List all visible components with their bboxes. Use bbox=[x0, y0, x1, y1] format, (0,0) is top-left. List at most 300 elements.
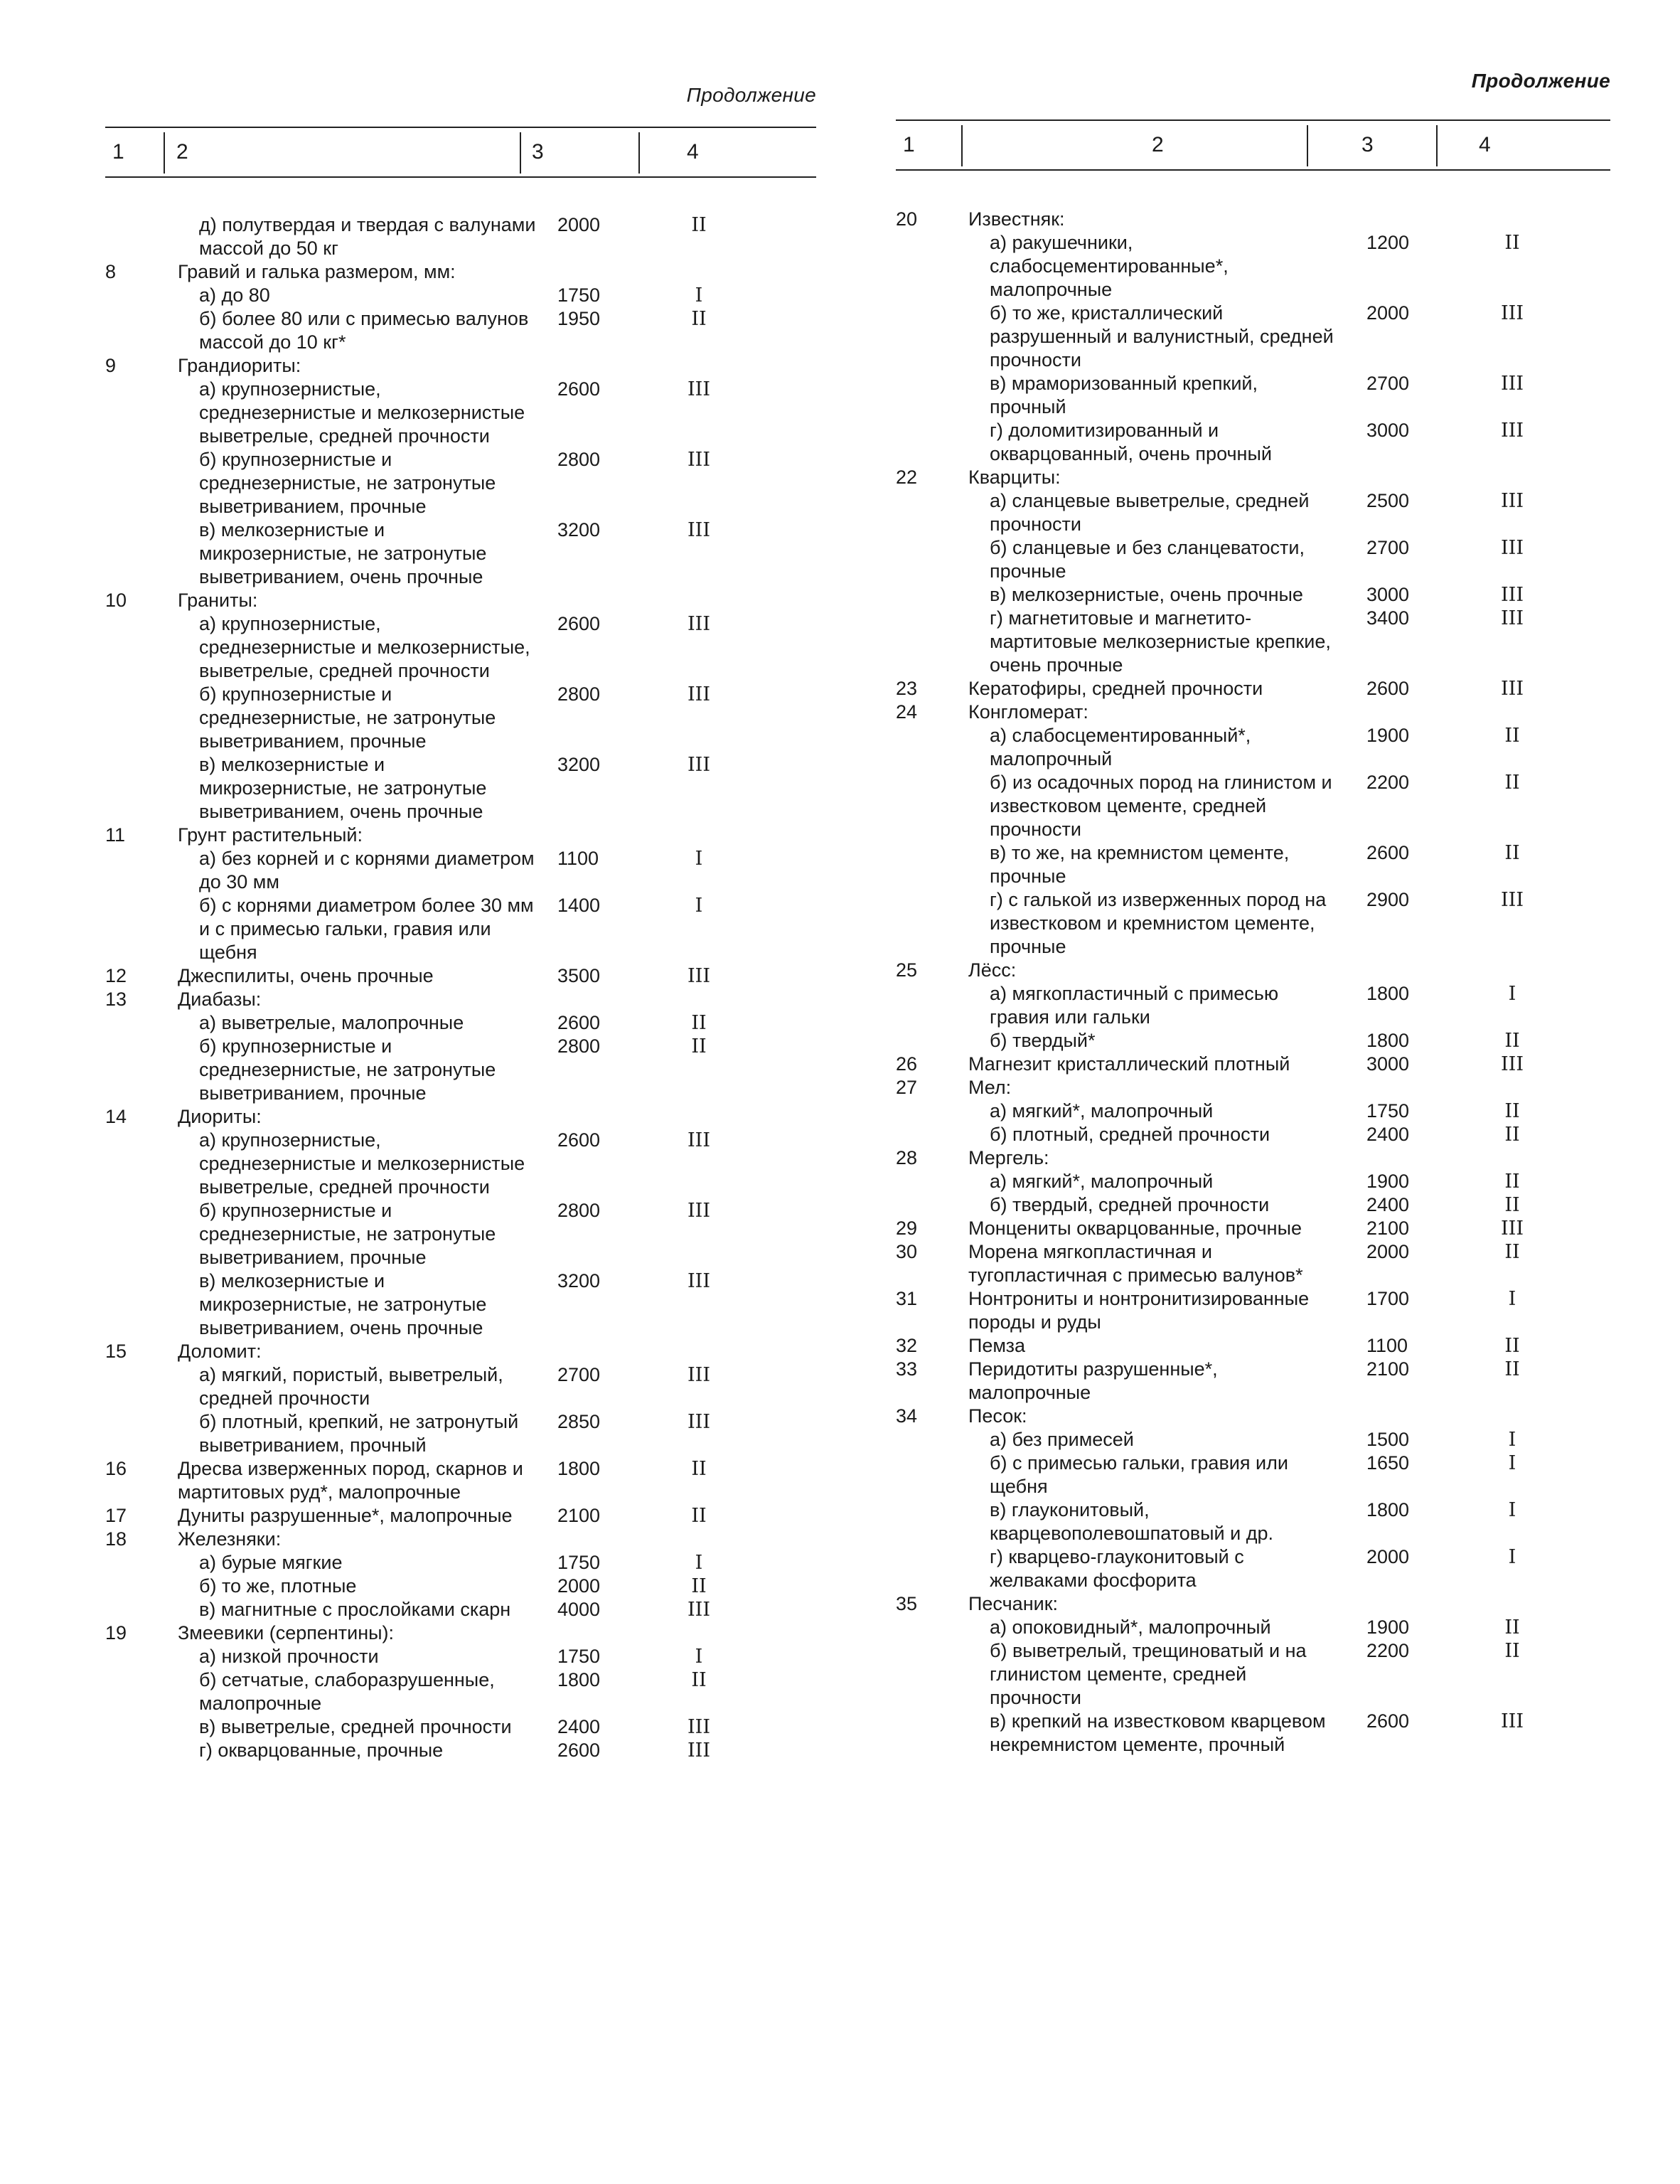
row-value: 2400 bbox=[1366, 1124, 1410, 1145]
row-value: 1200 bbox=[1366, 232, 1410, 253]
table-row bbox=[105, 1598, 816, 1621]
row-number bbox=[105, 307, 178, 354]
row-value bbox=[1338, 959, 1452, 982]
row-name: г) доломитизированный и окварцованный, очень прочный bbox=[990, 420, 1272, 464]
header-divider bbox=[961, 125, 963, 166]
row-group: I bbox=[1508, 1452, 1516, 1474]
row-name: а) мягкопластичный с примесью гравия или гальки bbox=[990, 983, 1279, 1028]
table-row bbox=[896, 841, 1610, 888]
table-row bbox=[896, 607, 1610, 677]
table-row bbox=[105, 847, 816, 894]
table-row bbox=[896, 1405, 1610, 1428]
table-row bbox=[896, 1240, 1610, 1287]
row-name: а) выветрелые, малопрочные bbox=[199, 1012, 464, 1033]
row-number bbox=[896, 841, 968, 888]
row-number bbox=[105, 1363, 178, 1410]
row-group: II bbox=[1504, 725, 1520, 747]
row-value: 1800 bbox=[1366, 983, 1410, 1004]
table-row bbox=[896, 959, 1610, 982]
row-name: Кварциты: bbox=[968, 467, 1061, 488]
row-value: 2000 bbox=[1366, 1241, 1410, 1262]
row-group: III bbox=[687, 1270, 710, 1292]
row-number: 26 bbox=[896, 1053, 918, 1075]
header-col-4: 4 bbox=[687, 140, 699, 164]
row-number bbox=[896, 1498, 968, 1545]
row-value: 3200 bbox=[557, 754, 601, 775]
row-name: б) выветрелый, трещиноватый и на глинистом цементе, средней прочности bbox=[990, 1640, 1307, 1708]
row-group: II bbox=[1504, 1124, 1520, 1146]
header-divider bbox=[1307, 125, 1308, 166]
row-value: 2100 bbox=[1366, 1218, 1410, 1239]
row-name: в) крепкий на известковом кварцевом некремнистом цементе, прочный bbox=[990, 1710, 1326, 1755]
row-name: Монцениты окварцованные, прочные bbox=[968, 1218, 1302, 1239]
row-value: 1650 bbox=[1366, 1452, 1410, 1474]
table-row bbox=[105, 1645, 816, 1668]
row-group: II bbox=[691, 1012, 707, 1034]
row-group: II bbox=[1504, 1241, 1520, 1263]
table-row bbox=[896, 302, 1610, 372]
row-name: Мел: bbox=[968, 1077, 1012, 1098]
row-value: 1750 bbox=[557, 1552, 601, 1573]
row-value: 2000 bbox=[557, 214, 601, 235]
row-group bbox=[1452, 1405, 1573, 1428]
row-value: 1500 bbox=[1366, 1429, 1410, 1450]
row-group: II bbox=[691, 1575, 707, 1597]
row-number bbox=[896, 536, 968, 583]
row-name: в) магнитные с прослойками скарн bbox=[199, 1599, 511, 1620]
table-row bbox=[105, 894, 816, 964]
row-value: 2600 bbox=[557, 1740, 601, 1761]
row-group: II bbox=[1504, 1358, 1520, 1380]
row-name: Доломит: bbox=[178, 1341, 262, 1362]
row-value bbox=[1338, 466, 1452, 489]
row-name: б) твердый, средней прочности bbox=[990, 1194, 1270, 1215]
row-number bbox=[896, 724, 968, 771]
table-row bbox=[896, 1358, 1610, 1405]
row-number bbox=[896, 1428, 968, 1451]
row-number bbox=[105, 1739, 178, 1762]
row-value: 2100 bbox=[557, 1505, 601, 1526]
row-value: 1750 bbox=[557, 1646, 601, 1667]
header-col-4: 4 bbox=[1479, 133, 1491, 156]
row-group: III bbox=[1501, 584, 1524, 606]
row-value: 1800 bbox=[557, 1669, 601, 1690]
row-number: 34 bbox=[896, 1405, 918, 1427]
row-value: 1100 bbox=[557, 848, 599, 869]
table-row bbox=[896, 724, 1610, 771]
row-name: в) выветрелые, средней прочности bbox=[199, 1716, 512, 1737]
row-value bbox=[542, 1340, 646, 1363]
table-row bbox=[896, 1592, 1610, 1616]
row-group: III bbox=[1501, 678, 1524, 700]
row-group: III bbox=[1501, 373, 1524, 395]
table-row bbox=[896, 1287, 1610, 1334]
row-number bbox=[105, 1035, 178, 1105]
row-number bbox=[105, 213, 178, 260]
row-group: I bbox=[695, 848, 703, 870]
header-divider bbox=[520, 132, 521, 174]
row-name: Змеевики (серпентины): bbox=[178, 1622, 395, 1644]
row-value: 2000 bbox=[1366, 1546, 1410, 1567]
row-number bbox=[105, 284, 178, 307]
row-group: I bbox=[1508, 1288, 1516, 1310]
row-value: 3400 bbox=[1366, 607, 1410, 629]
row-group: III bbox=[687, 1716, 710, 1738]
row-number bbox=[105, 612, 178, 683]
row-number bbox=[105, 1645, 178, 1668]
row-value bbox=[1338, 1592, 1452, 1616]
row-name: Дресва изверженных пород, скарнов и мартитовых руд*, малопрочные bbox=[178, 1458, 523, 1503]
table-row bbox=[896, 677, 1610, 701]
row-value bbox=[542, 988, 646, 1011]
table-body bbox=[896, 208, 1610, 1757]
row-number bbox=[105, 847, 178, 894]
table-row bbox=[896, 208, 1610, 231]
row-number bbox=[105, 753, 178, 824]
row-number: 10 bbox=[105, 590, 127, 611]
row-group: II bbox=[1504, 232, 1520, 254]
row-number: 12 bbox=[105, 965, 127, 986]
row-name: в) глауконитовый, кварцевополевошпатовый и др. bbox=[990, 1499, 1273, 1544]
table-row bbox=[896, 231, 1610, 302]
row-number: 24 bbox=[896, 701, 918, 723]
row-number bbox=[896, 888, 968, 959]
row-value: 3200 bbox=[557, 1270, 601, 1291]
row-value: 2700 bbox=[557, 1364, 601, 1385]
row-group bbox=[1452, 1146, 1573, 1170]
row-name: а) низкой прочности bbox=[199, 1646, 379, 1667]
row-group bbox=[1452, 1076, 1573, 1099]
row-group: II bbox=[1504, 1100, 1520, 1122]
row-number: 13 bbox=[105, 989, 127, 1010]
row-name: а) сланцевые выветрелые, средней прочности bbox=[990, 490, 1310, 535]
row-value: 3000 bbox=[1366, 420, 1410, 441]
row-number bbox=[105, 1551, 178, 1575]
row-value: 2400 bbox=[557, 1716, 601, 1737]
row-number: 9 bbox=[105, 355, 117, 376]
row-number bbox=[896, 1451, 968, 1498]
row-group: I bbox=[1508, 1546, 1516, 1568]
table-row bbox=[105, 1715, 816, 1739]
row-group: II bbox=[691, 214, 707, 236]
row-value: 4000 bbox=[557, 1599, 601, 1620]
table-row bbox=[896, 1146, 1610, 1170]
header-col-3: 3 bbox=[1361, 133, 1374, 156]
row-name: Граниты: bbox=[178, 590, 258, 611]
row-name: Морена мягкопластичная и тугопластичная с примесью валунов* bbox=[968, 1241, 1303, 1286]
row-group: I bbox=[1508, 983, 1516, 1005]
row-group: II bbox=[691, 1458, 707, 1480]
header-col-1: 1 bbox=[112, 140, 124, 164]
row-value: 2200 bbox=[1366, 1640, 1410, 1661]
row-number bbox=[896, 1099, 968, 1123]
table-row bbox=[896, 1498, 1610, 1545]
row-number bbox=[105, 683, 178, 753]
row-number: 28 bbox=[896, 1147, 918, 1168]
table-row bbox=[105, 448, 816, 518]
row-group: III bbox=[687, 1200, 710, 1222]
row-group: III bbox=[1501, 420, 1524, 442]
table-row bbox=[105, 1528, 816, 1551]
row-value: 1800 bbox=[1366, 1030, 1410, 1051]
row-name: а) бурые мягкие bbox=[199, 1552, 343, 1573]
row-group: III bbox=[687, 683, 710, 705]
row-value bbox=[1338, 1405, 1452, 1428]
row-group: III bbox=[1501, 1710, 1524, 1732]
row-number: 16 bbox=[105, 1458, 127, 1479]
row-number bbox=[896, 1616, 968, 1639]
table-row bbox=[896, 701, 1610, 724]
row-value: 1700 bbox=[1366, 1288, 1410, 1309]
row-value: 1900 bbox=[1366, 1171, 1410, 1192]
row-group bbox=[646, 354, 752, 378]
row-value: 2800 bbox=[557, 683, 601, 705]
table-row bbox=[896, 1639, 1610, 1710]
row-value: 2600 bbox=[1366, 678, 1410, 699]
row-name: б) с примесью гальки, гравия или щебня bbox=[990, 1452, 1288, 1497]
row-name: б) крупнозернистые и среднезернистые, не затронутые выветриванием, прочные bbox=[199, 1035, 496, 1104]
row-group bbox=[646, 1340, 752, 1363]
row-number: 15 bbox=[105, 1341, 127, 1362]
row-number bbox=[896, 583, 968, 607]
row-number bbox=[896, 372, 968, 419]
row-name: а) крупнозернистые, среднезернистые и мелкозернистые, выветрелые, средней прочности bbox=[199, 613, 530, 681]
row-name: б) то же, кристаллический разрушенный и валунистный, средней прочности bbox=[990, 302, 1334, 371]
row-group: III bbox=[687, 1364, 710, 1386]
row-value: 2600 bbox=[557, 613, 601, 634]
table-row bbox=[896, 1710, 1610, 1757]
row-number bbox=[896, 771, 968, 841]
row-name: Нонтрониты и нонтронитизированные породы и руды bbox=[968, 1288, 1310, 1333]
row-name: Гравий и галька размером, мм: bbox=[178, 261, 456, 282]
row-number: 17 bbox=[105, 1505, 127, 1526]
table-row bbox=[896, 1029, 1610, 1053]
row-value: 1950 bbox=[557, 308, 601, 329]
row-value: 2400 bbox=[1366, 1194, 1410, 1215]
table-row bbox=[896, 1123, 1610, 1146]
table-row bbox=[896, 1428, 1610, 1451]
row-value bbox=[542, 1528, 646, 1551]
row-number bbox=[896, 982, 968, 1029]
row-number bbox=[896, 1123, 968, 1146]
row-value: 1900 bbox=[1366, 725, 1410, 746]
row-number: 27 bbox=[896, 1077, 918, 1098]
row-value: 2600 bbox=[557, 1012, 601, 1033]
row-value: 1100 bbox=[1366, 1335, 1408, 1356]
row-value bbox=[1338, 1076, 1452, 1099]
row-name: Песчаник: bbox=[968, 1593, 1059, 1614]
table-row bbox=[105, 1035, 816, 1105]
table-row bbox=[105, 1269, 816, 1340]
row-number bbox=[105, 1715, 178, 1739]
row-number bbox=[896, 1193, 968, 1217]
row-number: 20 bbox=[896, 208, 918, 230]
row-value bbox=[1338, 701, 1452, 724]
row-group: II bbox=[1504, 1335, 1520, 1357]
table-row bbox=[105, 1340, 816, 1363]
row-name: б) более 80 или с примесью валунов массой до 10 кг* bbox=[199, 308, 529, 353]
row-number: 23 bbox=[896, 678, 918, 699]
table-row bbox=[105, 1551, 816, 1575]
table-row bbox=[105, 1739, 816, 1762]
table-row bbox=[105, 1105, 816, 1129]
table-row bbox=[105, 964, 816, 988]
table-row bbox=[105, 378, 816, 448]
row-name: Грунт растительный: bbox=[178, 824, 363, 846]
row-number bbox=[896, 231, 968, 302]
row-group: III bbox=[687, 613, 710, 635]
row-name: Лёсс: bbox=[968, 959, 1017, 981]
header-col-2: 2 bbox=[176, 140, 188, 164]
row-group: II bbox=[691, 308, 707, 330]
row-number bbox=[896, 489, 968, 536]
row-value bbox=[1338, 208, 1452, 231]
row-name: Джеспилиты, очень прочные bbox=[178, 965, 434, 986]
table-row bbox=[896, 1217, 1610, 1240]
table-row bbox=[105, 1363, 816, 1410]
table-row bbox=[105, 1011, 816, 1035]
row-number bbox=[105, 1269, 178, 1340]
table-row bbox=[105, 1199, 816, 1269]
table-row bbox=[896, 1193, 1610, 1217]
row-name: Известняк: bbox=[968, 208, 1065, 230]
continuation-label: Продолжение bbox=[686, 84, 816, 106]
table-row bbox=[896, 1170, 1610, 1193]
table-header bbox=[105, 127, 816, 178]
row-number: 29 bbox=[896, 1218, 918, 1239]
table-row bbox=[105, 683, 816, 753]
row-number: 25 bbox=[896, 959, 918, 981]
row-group: I bbox=[695, 1646, 703, 1668]
row-name: г) кварцево-глауконитовый с желваками фосфорита bbox=[990, 1546, 1244, 1591]
row-group: I bbox=[695, 895, 703, 917]
row-group: III bbox=[687, 1599, 710, 1621]
row-group bbox=[646, 988, 752, 1011]
row-name: б) плотный, средней прочности bbox=[990, 1124, 1270, 1145]
row-group bbox=[1452, 701, 1573, 724]
table-row bbox=[105, 260, 816, 284]
row-name: Пемза bbox=[968, 1335, 1026, 1356]
row-group: III bbox=[1501, 1053, 1524, 1075]
row-value: 1750 bbox=[1366, 1100, 1410, 1122]
row-group: III bbox=[687, 378, 710, 400]
row-name: г) магнетитовые и магнетито-мартитовые мелкозернистые крепкие, очень прочные bbox=[990, 607, 1331, 676]
row-group bbox=[646, 1621, 752, 1645]
row-group: III bbox=[687, 1129, 710, 1151]
row-name: а) без корней и с корнями диаметром до 30 мм bbox=[199, 848, 535, 893]
table-row bbox=[896, 466, 1610, 489]
row-number bbox=[896, 419, 968, 466]
row-group: III bbox=[687, 965, 710, 987]
table-row bbox=[896, 1334, 1610, 1358]
row-value: 1800 bbox=[557, 1458, 601, 1479]
row-name: б) крупнозернистые и среднезернистые, не затронутые выветриванием, прочные bbox=[199, 1200, 496, 1268]
row-number bbox=[105, 378, 178, 448]
row-value: 2600 bbox=[557, 378, 601, 400]
table-row bbox=[105, 1457, 816, 1504]
row-group: I bbox=[695, 1552, 703, 1574]
table-row bbox=[105, 1575, 816, 1598]
row-value: 2600 bbox=[1366, 1710, 1410, 1732]
table-row bbox=[105, 612, 816, 683]
row-name: а) крупнозернистые, среднезернистые и мелкозернистые выветрелые, средней прочности bbox=[199, 378, 525, 447]
row-value: 1800 bbox=[1366, 1499, 1410, 1520]
header-col-3: 3 bbox=[532, 140, 544, 164]
table-row bbox=[105, 307, 816, 354]
row-name: Диориты: bbox=[178, 1106, 262, 1127]
row-group: I bbox=[695, 284, 703, 307]
table-row bbox=[896, 771, 1610, 841]
row-name: а) до 80 bbox=[199, 284, 270, 306]
row-group: I bbox=[1508, 1499, 1516, 1521]
row-name: б) крупнозернистые и среднезернистые, не затронутые выветриванием, прочные bbox=[199, 683, 496, 752]
row-value: 3200 bbox=[557, 519, 601, 540]
row-group: II bbox=[1504, 1030, 1520, 1052]
row-group: II bbox=[691, 1505, 707, 1527]
row-name: а) мягкий*, малопрочный bbox=[990, 1100, 1214, 1122]
row-value: 2800 bbox=[557, 449, 601, 470]
row-value bbox=[542, 1621, 646, 1645]
row-name: б) то же, плотные bbox=[199, 1575, 357, 1597]
row-name: в) то же, на кремнистом цементе, прочные bbox=[990, 842, 1290, 887]
row-name: Дуниты разрушенные*, малопрочные bbox=[178, 1505, 513, 1526]
row-value: 2100 bbox=[1366, 1358, 1410, 1380]
table-row bbox=[896, 1076, 1610, 1099]
table-row bbox=[105, 1668, 816, 1715]
row-group: III bbox=[687, 1411, 710, 1433]
row-number bbox=[896, 1710, 968, 1757]
header-divider bbox=[1436, 125, 1438, 166]
row-value: 2600 bbox=[557, 1129, 601, 1151]
row-number bbox=[896, 1029, 968, 1053]
table-row bbox=[105, 988, 816, 1011]
header-divider bbox=[638, 132, 640, 174]
row-number: 19 bbox=[105, 1622, 127, 1644]
row-name: а) мягкий*, малопрочный bbox=[990, 1171, 1214, 1192]
row-group bbox=[646, 824, 752, 847]
row-number: 32 bbox=[896, 1335, 918, 1356]
row-number bbox=[105, 448, 178, 518]
table-row bbox=[896, 1099, 1610, 1123]
table-row bbox=[105, 354, 816, 378]
row-name: б) сетчатые, слаборазрушенные, малопрочные bbox=[199, 1669, 495, 1714]
table-body bbox=[105, 213, 816, 1762]
row-group: II bbox=[691, 1035, 707, 1058]
row-group: III bbox=[687, 1740, 710, 1762]
row-number: 18 bbox=[105, 1528, 127, 1550]
table-row bbox=[896, 982, 1610, 1029]
row-value bbox=[542, 824, 646, 847]
row-number bbox=[896, 607, 968, 677]
row-number bbox=[105, 1129, 178, 1199]
row-name: в) мелкозернистые и микрозернистые, не затронутые выветриванием, очень прочные bbox=[199, 754, 487, 822]
row-name: б) из осадочных пород на глинистом и известковом цементе, средней прочности bbox=[990, 772, 1332, 840]
row-group: III bbox=[687, 519, 710, 541]
row-group: III bbox=[1501, 1218, 1524, 1240]
row-name: Песок: bbox=[968, 1405, 1027, 1427]
row-number bbox=[896, 1639, 968, 1710]
row-name: г) окварцованные, прочные bbox=[199, 1740, 444, 1761]
row-name: Грандиориты: bbox=[178, 355, 301, 376]
row-value: 2700 bbox=[1366, 373, 1410, 394]
row-value: 3000 bbox=[1366, 1053, 1410, 1075]
row-group bbox=[646, 260, 752, 284]
row-value: 2900 bbox=[1366, 889, 1410, 910]
row-value: 3500 bbox=[557, 965, 601, 986]
row-name: Конгломерат: bbox=[968, 701, 1088, 723]
row-number: 11 bbox=[105, 824, 126, 846]
row-name: Перидотиты разрушенные*, малопрочные bbox=[968, 1358, 1218, 1403]
